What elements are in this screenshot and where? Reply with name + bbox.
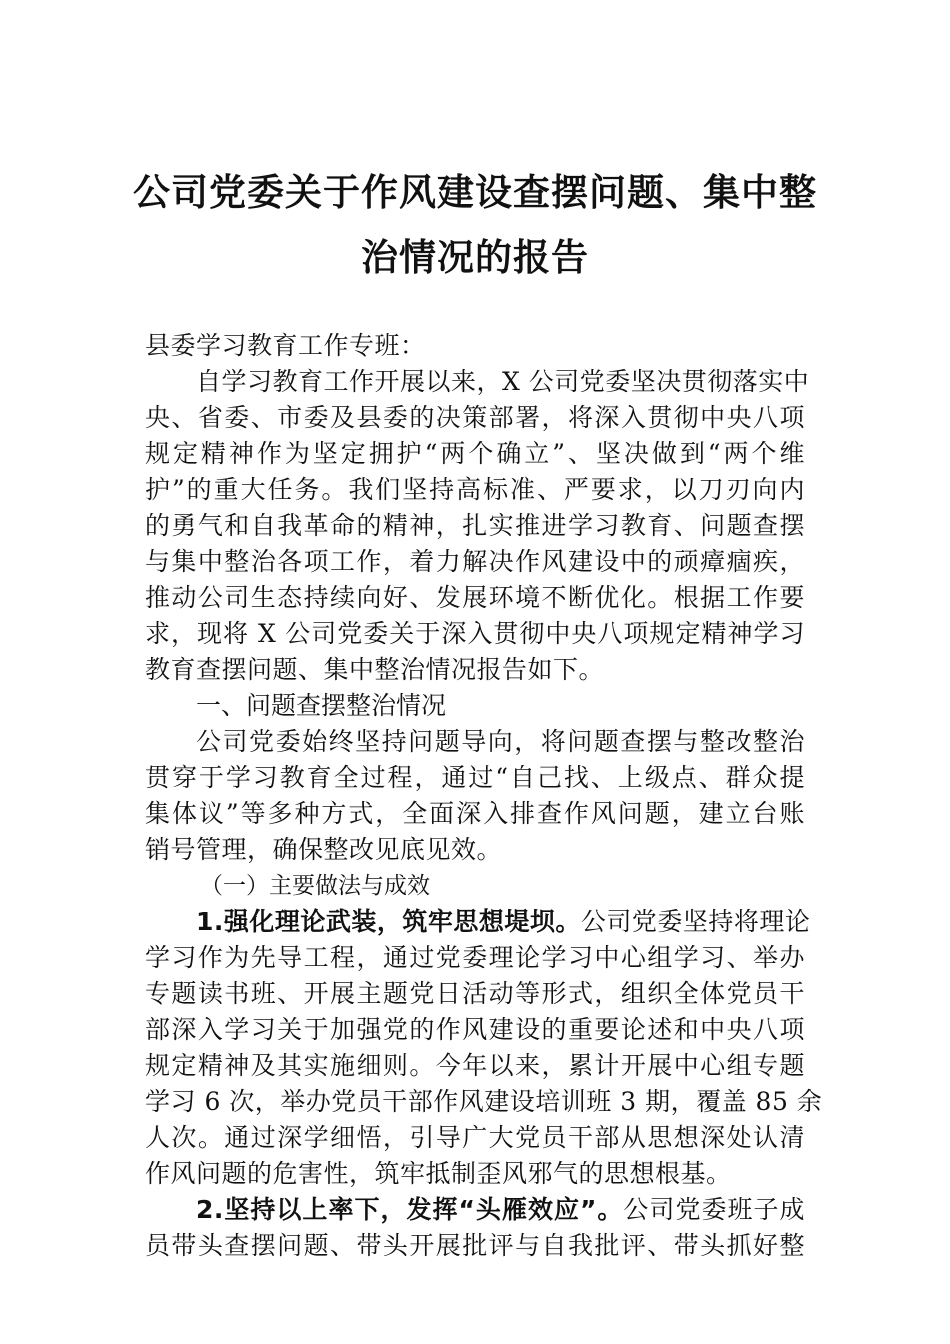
intro-line: 教育查摆问题、集中整治情况报告如下。	[145, 655, 605, 684]
point-2-first-line	[196, 1192, 805, 1228]
intro-line: 自学习教育工作开展以来，X 公司党委坚决贯彻落实中	[196, 367, 810, 396]
point-1-line: 专题读书班、开展主题党日活动等形式，组织全体党员干	[145, 979, 805, 1008]
intro-line: 的勇气和自我革命的精神，扎实推进学习教育、问题查摆	[145, 511, 805, 540]
section-line: 贯穿于学习教育全过程，通过“自己找、上级点、群众提	[145, 763, 805, 792]
point-1-line: 学习作为先导工程，通过党委理论学习中心组学习、举办	[145, 943, 805, 972]
point-1-first-line	[196, 904, 811, 940]
point-1-lead: 1.强化理论武装，筑牢思想堤坝。	[196, 907, 581, 936]
section-line: 公司党委始终坚持问题导向，将问题查摆与整改整治	[196, 727, 805, 756]
document-title-line-1: 公司党委关于作风建设查摆问题、集中整	[133, 171, 817, 214]
intro-line: 求，现将 X 公司党委关于深入贯彻中央八项规定精神学习	[145, 619, 805, 648]
point-1-line: 学习 6 次，举办党员干部作风建设培训班 3 期，覆盖 85 余	[145, 1087, 823, 1116]
intro-line: 推动公司生态持续向好、发展环境不断优化。根据工作要	[145, 583, 805, 612]
document-title-line-2: 治情况的报告	[361, 236, 589, 279]
point-1-line: 人次。通过深学细悟，引导广大党员干部从思想深处认清	[145, 1123, 805, 1152]
point-2-lead: 2.坚持以上率下，发挥“头雁效应”。	[196, 1195, 624, 1224]
point-2-first-rest: 公司党委班子成	[623, 1195, 805, 1224]
section-line: 集体议”等多种方式，全面深入排查作风问题，建立台账	[145, 799, 805, 828]
subsection-heading: （一）主要做法与成效	[200, 873, 430, 899]
section-heading: 一、问题查摆整治情况	[196, 691, 447, 720]
intro-line: 央、省委、市委及县委的决策部署，将深入贯彻中央八项	[145, 403, 805, 432]
section-line: 销号管理，确保整改见底见效。	[145, 835, 503, 864]
intro-line: 规定精神作为坚定拥护“两个确立”、坚决做到“两个维	[145, 439, 805, 468]
point-1-line: 规定精神及其实施细则。今年以来，累计开展中心组专题	[145, 1051, 805, 1080]
point-1-first-rest: 公司党委坚持将理论	[580, 907, 811, 936]
point-1-line: 部深入学习关于加强党的作风建设的重要论述和中央八项	[145, 1015, 805, 1044]
point-1-line: 作风问题的危害性，筑牢抵制歪风邪气的思想根基。	[145, 1159, 732, 1188]
point-2-line: 员带头查摆问题、带头开展批评与自我批评、带头抓好整	[145, 1231, 805, 1260]
intro-line: 与集中整治各项工作，着力解决作风建设中的顽瘴痼疾，	[145, 547, 805, 576]
intro-line: 护”的重大任务。我们坚持高标准、严要求，以刀刃向内	[145, 475, 805, 504]
salutation: 县委学习教育工作专班：	[145, 331, 426, 360]
